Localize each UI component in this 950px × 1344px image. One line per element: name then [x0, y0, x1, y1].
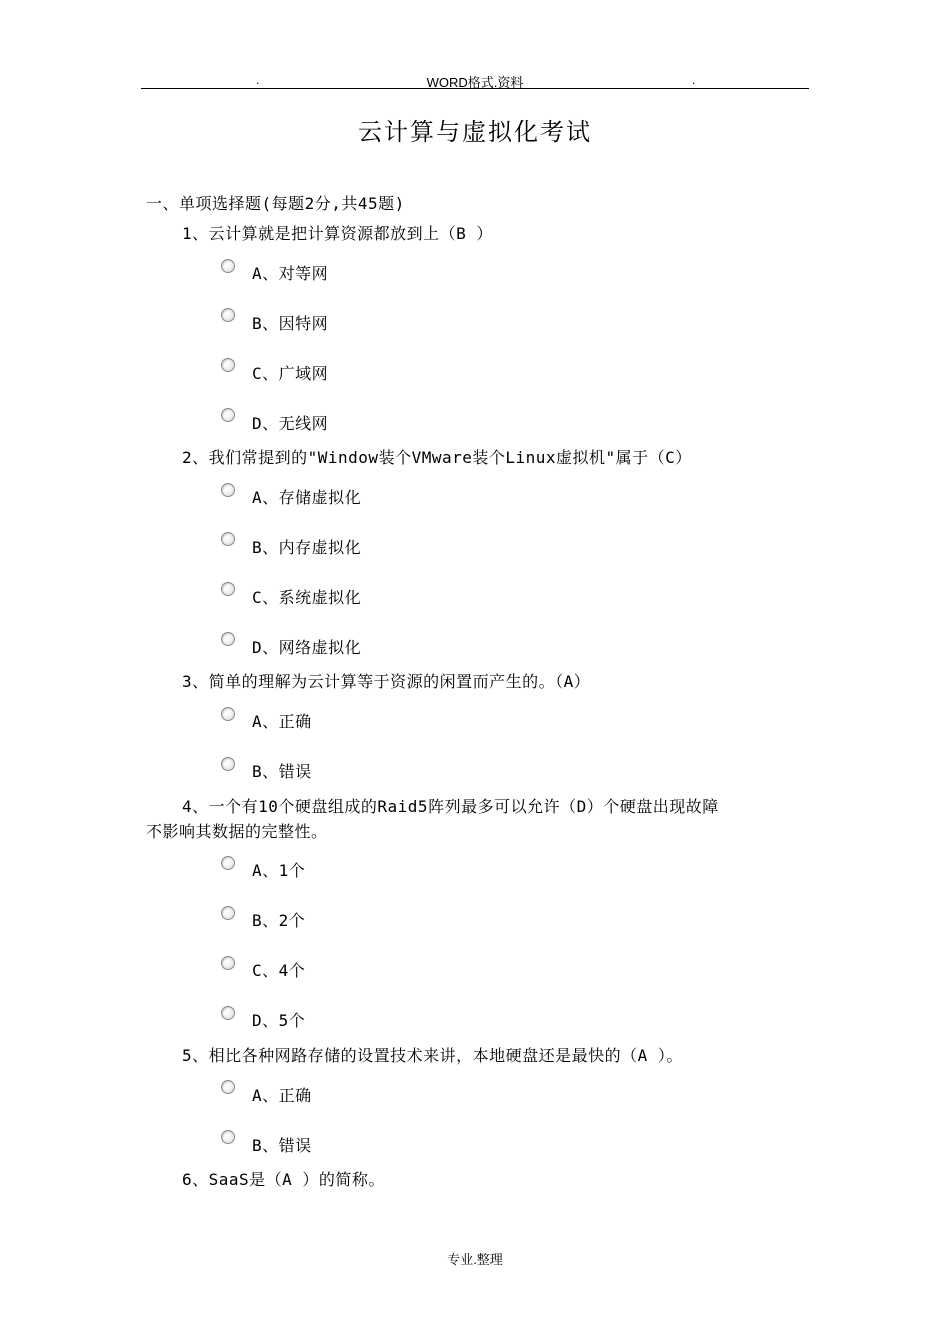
option-label: B、错误 — [252, 762, 312, 781]
radio-button-icon[interactable] — [221, 906, 235, 920]
question-5-text: 5、相比各种网路存储的设置技术来讲，本地硬盘还是最快的（A ）。 — [182, 1046, 683, 1065]
option-label: D、5个 — [252, 1011, 306, 1030]
radio-button-icon[interactable] — [221, 259, 235, 273]
radio-button-icon[interactable] — [221, 1080, 235, 1094]
option-label: D、无线网 — [252, 414, 329, 433]
radio-button-icon[interactable] — [221, 956, 235, 970]
option-label: A、对等网 — [252, 264, 329, 283]
option-label: B、因特网 — [252, 314, 329, 333]
option-label: D、网络虚拟化 — [252, 638, 362, 657]
page-header — [0, 0, 950, 92]
option-label: A、存储虚拟化 — [252, 488, 362, 507]
question-1-text: 1、云计算就是把计算资源都放到上（B ） — [182, 224, 493, 243]
radio-button-icon[interactable] — [221, 308, 235, 322]
question-3-text: 3、简单的理解为云计算等于资源的闲置而产生的。（A） — [182, 672, 591, 691]
question-4-text-continued: 不影响其数据的完整性。 — [146, 822, 328, 841]
radio-button-icon[interactable] — [221, 632, 235, 646]
option-label: B、内存虚拟化 — [252, 538, 362, 557]
option-label: A、1个 — [252, 861, 306, 880]
option-label: A、正确 — [252, 1086, 312, 1105]
header-rule — [141, 88, 809, 89]
section-heading: 一、单项选择题(每题2分,共45题) — [146, 194, 405, 213]
radio-button-icon[interactable] — [221, 1130, 235, 1144]
question-2-text: 2、我们常提到的"Window装个VMware装个Linux虚拟机"属于（C） — [182, 448, 692, 467]
radio-button-icon[interactable] — [221, 856, 235, 870]
radio-button-icon[interactable] — [221, 408, 235, 422]
question-6-text: 6、SaaS是（A ）的简称。 — [182, 1170, 385, 1189]
radio-button-icon[interactable] — [221, 1006, 235, 1020]
radio-button-icon[interactable] — [221, 483, 235, 497]
radio-button-icon[interactable] — [221, 757, 235, 771]
radio-button-icon[interactable] — [221, 358, 235, 372]
option-label: B、2个 — [252, 911, 306, 930]
option-label: B、错误 — [252, 1136, 312, 1155]
radio-button-icon[interactable] — [221, 582, 235, 596]
radio-button-icon[interactable] — [221, 707, 235, 721]
page-footer: 专业.整理 — [447, 1252, 503, 1267]
header-right-dot: . — [692, 73, 696, 87]
question-4-text: 4、一个有10个硬盘组成的Raid5阵列最多可以允许（D）个硬盘出现故障 — [182, 797, 719, 816]
option-label: C、广域网 — [252, 364, 329, 383]
header-left-dot: . — [256, 73, 260, 87]
option-label: A、正确 — [252, 712, 312, 731]
option-label: C、系统虚拟化 — [252, 588, 362, 607]
document-title: 云计算与虚拟化考试 — [358, 118, 592, 146]
radio-button-icon[interactable] — [221, 532, 235, 546]
header-title: WORD格式.资料 — [426, 75, 524, 90]
option-label: C、4个 — [252, 961, 306, 980]
